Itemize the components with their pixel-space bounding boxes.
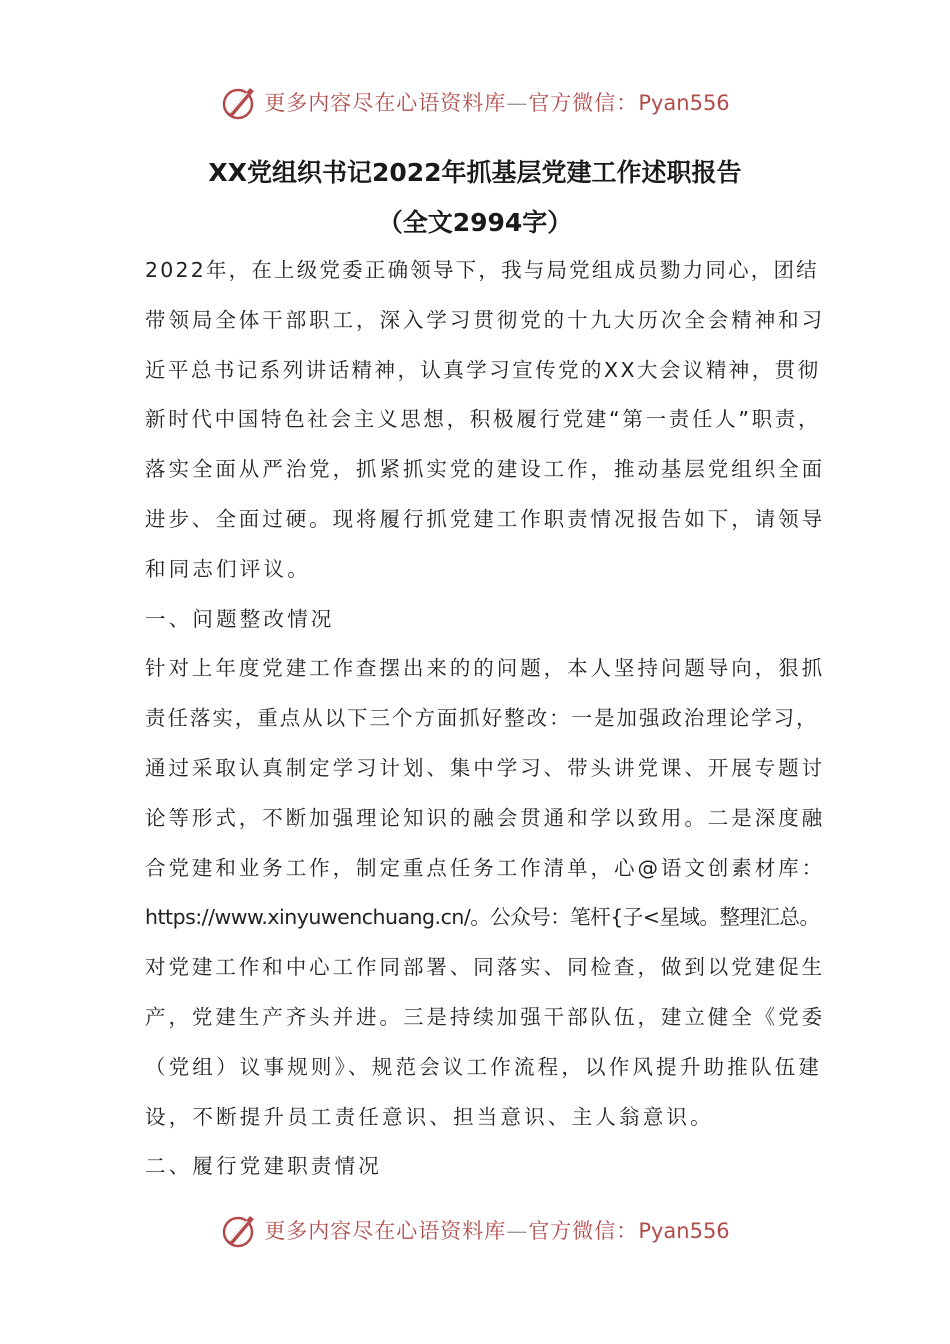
quill-pen-logo-icon [220, 82, 260, 122]
body-line: 通过采取认真制定学习计划、集中学习、带头讲党课、开展专题讨 [145, 755, 826, 780]
body-line: 进步、全面过硬。现将履行抓党建工作职责情况报告如下，请领导 [145, 506, 826, 531]
body-line-url: https://www.xinyuwenchuang.cn/。公众号：笔杆{子<星域。整理汇总。 [145, 905, 820, 930]
watermark-official: 官方微信： [528, 91, 639, 115]
section-heading-2: 二、履行党建职责情况 [145, 1154, 382, 1179]
quill-pen-logo-icon [220, 1210, 260, 1250]
document-title: XX党组织书记2022年抓基层党建工作述职报告 [208, 158, 742, 187]
watermark-banner-top [0, 80, 950, 124]
body-line: 带领局全体干部职工，深入学习贯彻党的十九大历次全会精神和习 [145, 307, 826, 332]
body-line: 设，不断提升员工责任意识、担当意识、主人翁意识。 [145, 1104, 714, 1129]
body-line: 对党建工作和中心工作同部署、同落实、同检查，做到以党建促生 [145, 955, 826, 980]
watermark-brand: 更多内容尽在心语资料库 [264, 1219, 507, 1243]
watermark-separator: — [506, 1219, 529, 1243]
body-line: 责任落实，重点从以下三个方面抓好整改：一是加强政治理论学习， [145, 706, 819, 731]
body-line: （党组）议事规则》、规范会议工作流程，以作风提升助推队伍建 [145, 1054, 823, 1079]
watermark-brand: 更多内容尽在心语资料库 [264, 91, 507, 115]
watermark-text [264, 1215, 729, 1245]
body-line: 新时代中国特色社会主义思想，积极履行党建“第一责任人”职责， [145, 407, 822, 432]
body-line: 和同志们评议。 [145, 556, 311, 581]
watermark-wechat-id: Pyan556 [638, 1219, 730, 1243]
body-line: 论等形式，不断加强理论知识的融会贯通和学以致用。二是深度融 [145, 805, 826, 830]
watermark-wechat-id: Pyan556 [638, 91, 730, 115]
watermark-banner-bottom [0, 1208, 950, 1252]
body-line: 2022年，在上级党委正确领导下，我与局党组成员勠力同心，团结 [145, 258, 819, 282]
document-body [145, 246, 825, 1192]
watermark-text [264, 87, 729, 117]
body-line: 近平总书记系列讲话精神，认真学习宣传党的XX大会议精神，贯彻 [145, 357, 821, 382]
document-subtitle: （全文2994字） [377, 208, 573, 237]
body-line: 针对上年度党建工作查摆出来的的问题，本人坚持问题导向，狠抓 [145, 656, 826, 681]
body-line: 落实全面从严治党，抓紧抓实党的建设工作，推动基层党组织全面 [145, 457, 826, 482]
section-heading-1: 一、问题整改情况 [145, 606, 335, 631]
watermark-separator: — [506, 91, 529, 115]
watermark-official: 官方微信： [528, 1219, 639, 1243]
body-line: 产，党建生产齐头并进。三是持续加强干部队伍，建立健全《党委 [145, 1004, 826, 1029]
body-line: 合党建和业务工作，制定重点任务工作清单，心@语文创素材库： [145, 855, 826, 880]
